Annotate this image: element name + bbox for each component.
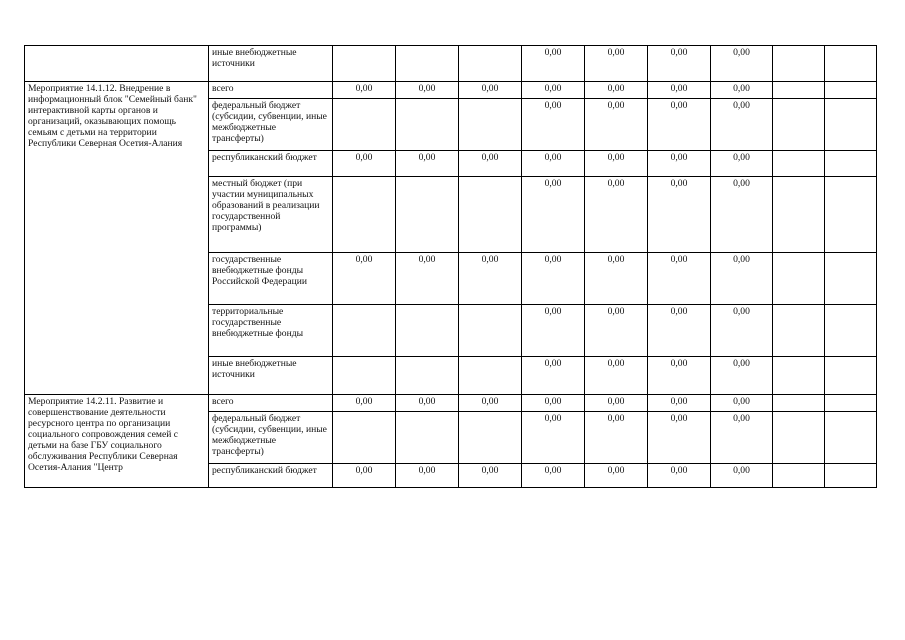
- source-cell: всего: [209, 82, 333, 99]
- table-row: государственные внебюджетные фонды Российской Федерации 0,00 0,00 0,00 0,00 0,00 0,00 0,00: [25, 253, 877, 305]
- table-row: иные внебюджетные источники 0,00 0,00 0,00 0,00: [25, 357, 877, 395]
- source-cell: республиканский бюджет: [209, 151, 333, 177]
- source-cell: государственные внебюджетные фонды Российской Федерации: [209, 253, 333, 305]
- source-cell: федеральный бюджет (субсидии, субвенции, иные межбюджетные трансферты): [209, 99, 333, 151]
- table-row: федеральный бюджет (субсидии, субвенции, иные межбюджетные трансферты) 0,00 0,00 0,00 0,00: [25, 412, 877, 464]
- source-cell: иные внебюджетные источники: [209, 357, 333, 395]
- budget-table: [24, 45, 877, 488]
- event-title-14-2-11: Мероприятие 14.2.11. Развитие и совершенствование деятельности ресурсного центра по организации социального сопровождения семей с детьми на базе ГБУ социального обслуживания Республики Северная Осетия-Алания "Центр: [25, 395, 209, 488]
- source-cell: федеральный бюджет (субсидии, субвенции, иные межбюджетные трансферты): [209, 412, 333, 464]
- event-title-14-1-12: Мероприятие 14.1.12. Внедрение в информационный блок "Семейный банк" интерактивной карты органов и организаций, оказывающих помощь семьям с детьми на территории Республики Северная Осетия-Алания: [25, 82, 209, 395]
- table-row: Мероприятие 14.1.12. Внедрение в информационный блок "Семейный банк" интерактивной карты органов и организаций, оказывающих помощь семьям с детьми на территории Республики Северная Осетия-Алания всего 0,00 0,00 0,00 0,00 0,00 0,00 0,00: [25, 82, 877, 99]
- source-cell: территориальные государственные внебюджетные фонды: [209, 305, 333, 357]
- table-row: территориальные государственные внебюджетные фонды 0,00 0,00 0,00 0,00: [25, 305, 877, 357]
- table-row: республиканский бюджет 0,00 0,00 0,00 0,00 0,00 0,00 0,00: [25, 464, 877, 488]
- event-cell: [25, 46, 209, 82]
- table-row: федеральный бюджет (субсидии, субвенции, иные межбюджетные трансферты) 0,00 0,00 0,00 0,00: [25, 99, 877, 151]
- source-cell: иные внебюджетные источники: [209, 46, 333, 82]
- table-row: иные внебюджетные источники 0,00 0,00 0,00 0,00: [25, 46, 877, 82]
- table-row: местный бюджет (при участии муниципальных образований в реализации государственной программы) 0,00 0,00 0,00 0,00: [25, 177, 877, 253]
- table-row: республиканский бюджет 0,00 0,00 0,00 0,00 0,00 0,00 0,00: [25, 151, 877, 177]
- source-cell: республиканский бюджет: [209, 464, 333, 488]
- table-row: Мероприятие 14.2.11. Развитие и совершенствование деятельности ресурсного центра по организации социального сопровождения семей с детьми на базе ГБУ социального обслуживания Республики Северная Осетия-Алания "Центр всего 0,00 0,00 0,00 0,00 0,00 0,00 0,00: [25, 395, 877, 412]
- source-cell: местный бюджет (при участии муниципальных образований в реализации государственной программы): [209, 177, 333, 253]
- source-cell: всего: [209, 395, 333, 412]
